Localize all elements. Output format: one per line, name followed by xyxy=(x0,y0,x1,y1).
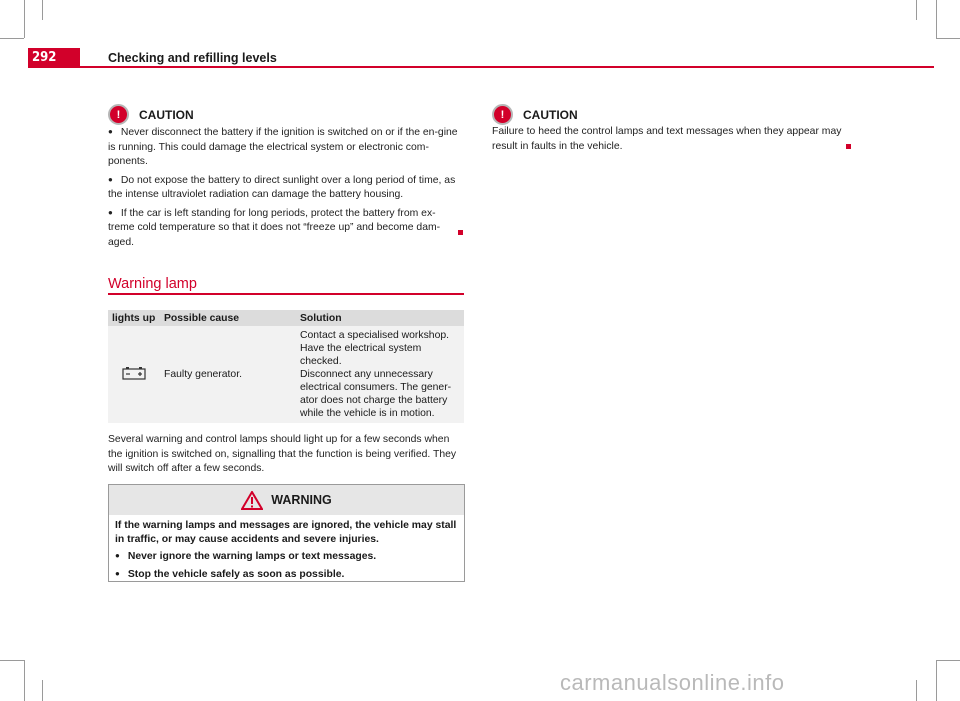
warning-heading xyxy=(109,485,464,515)
col-header-solution: Solution xyxy=(296,310,464,326)
warning-title: WARNING xyxy=(271,493,332,507)
crop-mark xyxy=(916,680,917,701)
exclamation-circle-icon: ! xyxy=(492,104,513,125)
watermark: carmanualsonline.info xyxy=(560,670,785,695)
solution-line: Contact a specialised workshop. Have the electrical system checked. xyxy=(300,330,450,367)
table-row xyxy=(108,326,464,423)
crop-mark xyxy=(24,660,25,701)
crop-mark xyxy=(936,38,960,39)
crop-mark xyxy=(0,38,24,39)
crop-mark xyxy=(936,0,937,38)
warning-intro: If the warning lamps and messages are ignored, the vehicle may stall in traffic, or may cause accidents and severe injuries. xyxy=(115,520,457,545)
solution-line: Disconnect any unnecessary electrical consumers. The gener-ator does not charge the battery while the vehicle is in motion. xyxy=(300,369,452,419)
lights-up-cell xyxy=(108,326,160,423)
warning-body xyxy=(109,515,464,589)
crop-mark xyxy=(0,660,24,661)
caution-heading xyxy=(492,104,578,125)
section-end-mark xyxy=(846,144,851,149)
warning-bullet: ● Never ignore the warning lamps or text messages. xyxy=(115,550,458,564)
warning-lamp-table xyxy=(108,310,464,423)
battery-icon xyxy=(122,366,146,380)
solution-cell xyxy=(296,326,464,423)
crop-mark xyxy=(24,0,25,38)
table-header-row xyxy=(108,310,464,326)
page-number: 292 xyxy=(32,50,57,65)
crop-mark xyxy=(42,680,43,701)
exclamation-circle-icon: ! xyxy=(108,104,129,125)
section-title: Checking and refilling levels xyxy=(108,51,277,65)
crop-mark xyxy=(936,660,960,661)
warning-lamp-heading: Warning lamp xyxy=(108,276,197,292)
caution-title: CAUTION xyxy=(139,107,194,122)
col-header-cause: Possible cause xyxy=(160,310,296,326)
caution-bullet: ● Do not expose the battery to direct sunlight over a long period of time, as the intense ultraviolet radiation can damage the battery housing. xyxy=(108,174,460,203)
crop-mark xyxy=(936,660,937,701)
crop-mark xyxy=(42,0,43,20)
warning-triangle-icon xyxy=(241,491,263,510)
caution-heading xyxy=(108,104,194,125)
caution-right-body: Failure to heed the control lamps and text messages when they appear may result in faults in the vehicle. xyxy=(492,126,842,152)
heading-rule xyxy=(108,293,464,295)
section-end-mark xyxy=(458,230,463,235)
crop-mark xyxy=(916,0,917,20)
caution-body xyxy=(108,126,460,254)
caution-bullet: ● If the car is left standing for long periods, protect the battery from ex-treme cold temperature so that it does not “freeze up” and become dam-aged. xyxy=(108,207,460,251)
cause-cell: Faulty generator. xyxy=(160,326,296,423)
warning-box xyxy=(108,484,465,582)
caution-bullet: ● Never disconnect the battery if the ignition is switched on or if the en-gine is running. This could damage the electrical system or electronic com-ponents. xyxy=(108,126,460,170)
col-header-lights-up: lights up xyxy=(108,310,160,326)
header-rule xyxy=(28,66,934,68)
caution-title: CAUTION xyxy=(523,107,578,122)
lamps-paragraph: Several warning and control lamps should light up for a few seconds when the ignition is switched on, signalling that the function is being verified. They will switch off after a few seconds. xyxy=(108,434,457,474)
warning-bullet: ● Stop the vehicle safely as soon as possible. xyxy=(115,568,458,582)
